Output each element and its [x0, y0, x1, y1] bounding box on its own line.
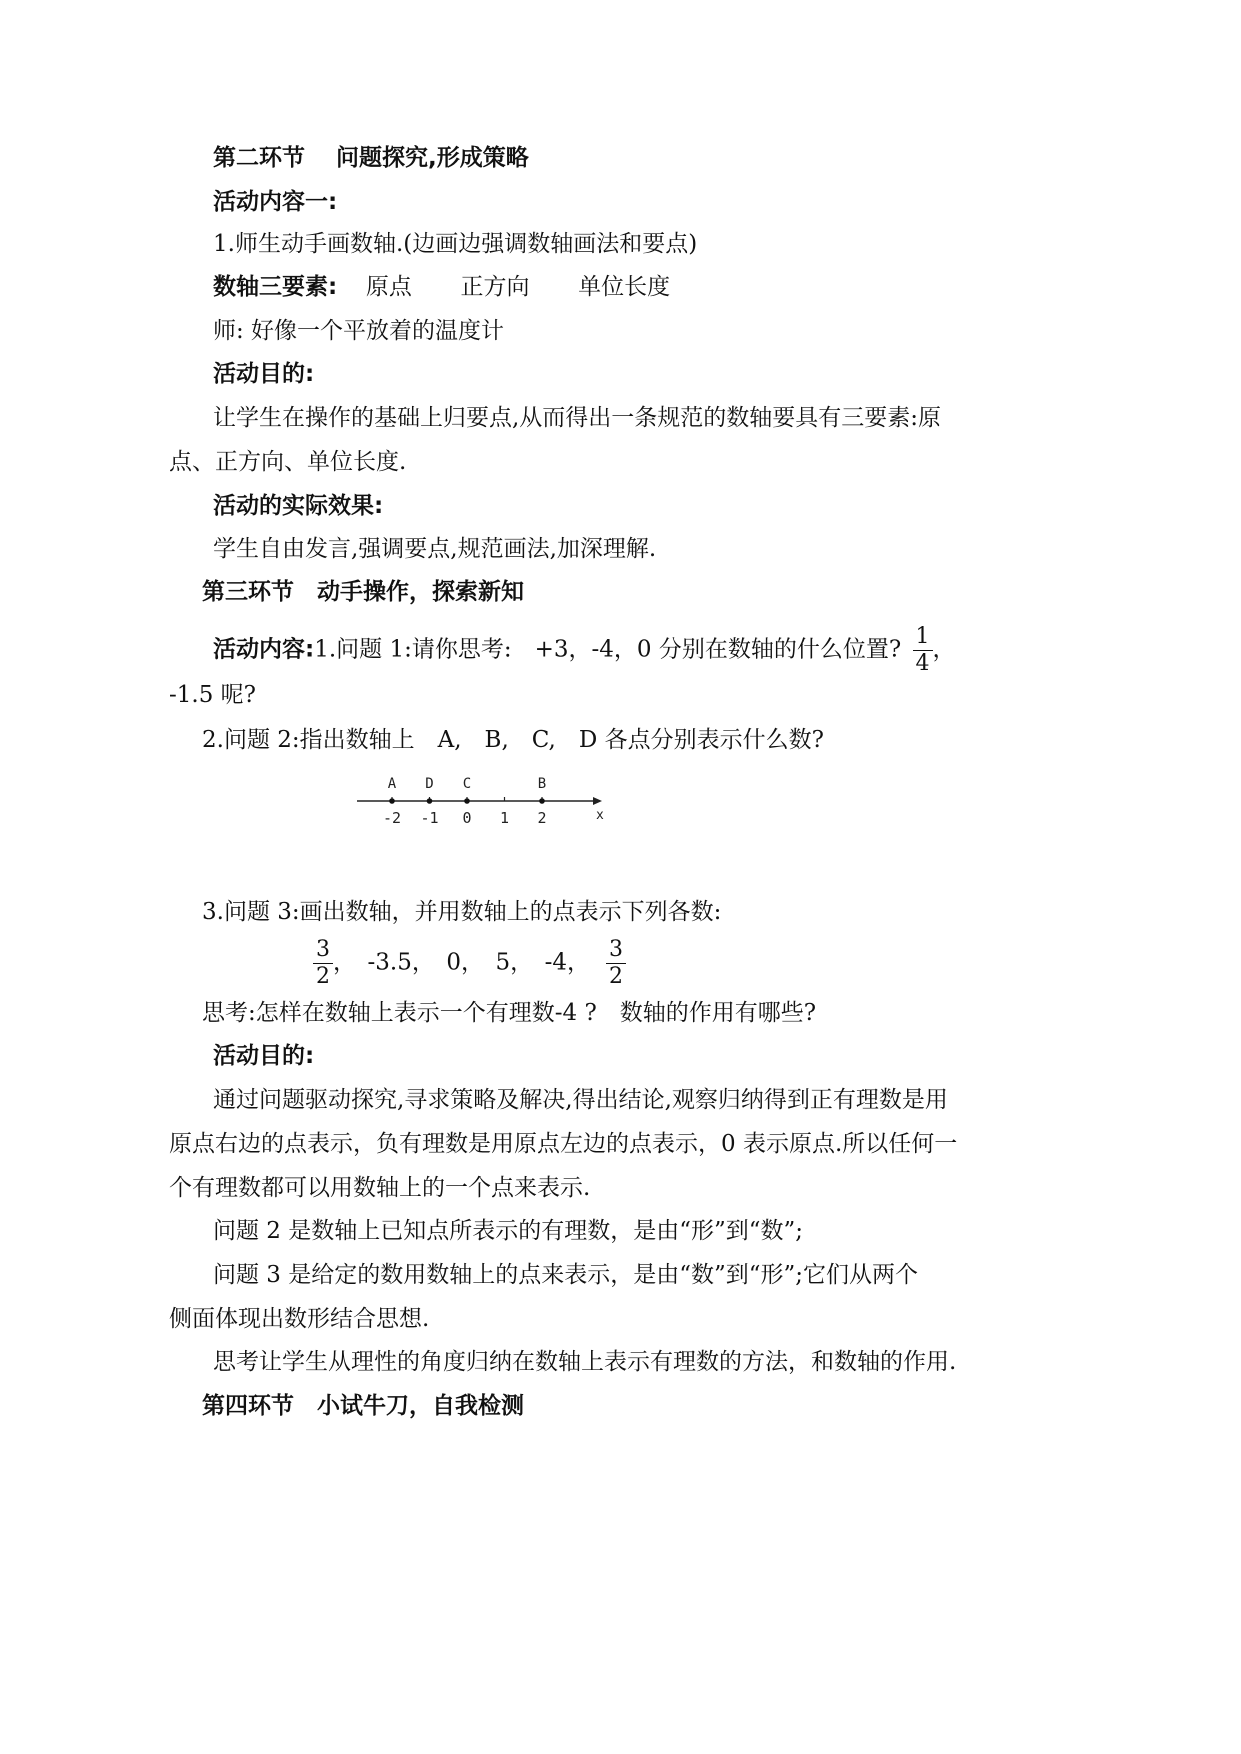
fraction-one-quarter: $\frac{1}{4}$ [913, 624, 933, 677]
element-origin: 原点 [365, 274, 412, 300]
three-elements-line [213, 272, 670, 302]
paragraph: -1.5 呢? [169, 682, 256, 708]
point-label-C: C [462, 776, 472, 792]
activity-content-label: 活动内容: [213, 636, 315, 663]
effect-label: 活动的实际效果: [213, 493, 384, 519]
point-C [464, 798, 470, 804]
activity-content-label: 活动内容一: [213, 189, 338, 215]
question-1-line: 活动内容:1.问题 1:请你思考: +3，-4，0 分别在数轴的什么位置? $\frac{1}{4}$ ， [213, 624, 956, 676]
point-A [389, 798, 395, 804]
fraction-three-halves: $\frac{3}{2}$ [606, 937, 626, 990]
tick-label: -1 [420, 809, 439, 827]
goal-label: 活动目的: [213, 1043, 315, 1069]
fraction-three-halves: $\frac{3}{2}$ [313, 937, 333, 990]
three-elements-label: 数轴三要素: [213, 274, 338, 300]
section-4-heading: 第四环节 小试牛刀，自我检测 [202, 1393, 524, 1419]
question-2-line: 2.问题 2:指出数轴上 A, B, C, D 各点分别表示什么数? [202, 727, 824, 753]
goal-label: 活动目的: [213, 361, 315, 387]
think-question: 思考:怎样在数轴上表示一个有理数-4 ? 数轴的作用有哪些? [202, 1000, 817, 1026]
tick-label: 1 [499, 809, 510, 827]
paragraph: 让学生在操作的基础上归要点,从而得出一条规范的数轴要具有三要素:原 [213, 405, 942, 431]
point-label-D: D [425, 776, 434, 792]
section-2-heading: 第二环节 问题探究,形成策略 [213, 145, 529, 171]
question-1-text: 1.问题 1:请你思考: +3，-4，0 分别在数轴的什么位置? [314, 636, 902, 663]
axis-arrow [593, 797, 602, 805]
paragraph: 通过问题驱动探究,寻求策略及解决,得出结论,观察归纳得到正有理数是用 [213, 1087, 948, 1113]
axis-label-x: x [596, 808, 604, 823]
number-list: ， -3.5， 0， 5， -4， [333, 949, 591, 976]
tick-label: 2 [537, 809, 547, 827]
question-3-line: 3.问题 3:画出数轴，并用数轴上的点表示下列各数: [202, 899, 722, 925]
section-3-heading: 第三环节 动手操作，探索新知 [202, 579, 524, 605]
paragraph: 问题 3 是给定的数用数轴上的点来表示，是由“数”到“形”;它们从两个 [213, 1262, 919, 1288]
point-label-A: A [387, 776, 397, 792]
paragraph: 学生自由发言,强调要点,规范画法,加深理解. [213, 536, 657, 562]
question-3-numbers [313, 937, 626, 990]
point-D [427, 798, 433, 804]
tick-label: 0 [462, 809, 472, 827]
paragraph: 点、正方向、单位长度. [169, 449, 407, 475]
paragraph: 个有理数都可以用数轴上的一个点来表示. [169, 1175, 591, 1201]
paragraph: 思考让学生从理性的角度归纳在数轴上表示有理数的方法，和数轴的作用. [213, 1349, 957, 1375]
element-direction: 正方向 [460, 274, 530, 300]
point-B [539, 798, 545, 804]
number-line-figure [352, 770, 612, 830]
element-unit: 单位长度 [578, 274, 671, 300]
paragraph: 侧面体现出数形结合思想. [169, 1306, 430, 1332]
point-label-B: B [537, 776, 547, 792]
paragraph: 原点右边的点表示，负有理数是用原点左边的点表示，0 表示原点.所以任何一 [169, 1131, 958, 1157]
teacher-remark: 师: 好像一个平放着的温度计 [213, 318, 505, 344]
paragraph: 问题 2 是数轴上已知点所表示的有理数，是由“形”到“数”; [213, 1218, 804, 1244]
tick-label: -2 [382, 809, 402, 827]
paragraph: 1.师生动手画数轴.(边画边强调数轴画法和要点) [213, 231, 698, 257]
